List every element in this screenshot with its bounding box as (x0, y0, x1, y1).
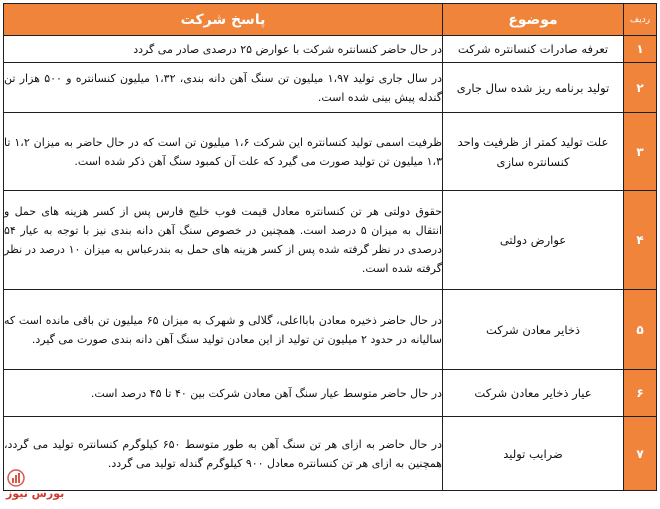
table-row (4, 36, 657, 63)
row-response: حقوق دولتی هر تن کنسانتره معادل قیمت فوب خلیج فارس پس از کسر هزینه های حمل و انتقال به میزان ۵ درصد است. همچنین در خصوص سنگ آهن دانه بندی نیز با توجه به عیار ۵۴ درصدی در نظر گرفته شده پس از کسر هزینه های حمل به بندرعباس به میزان ۱۰ درصد در نظر گرفته شده است. (4, 191, 443, 290)
row-response: در حال حاضر به ازای هر تن سنگ آهن به طور متوسط ۶۵۰ کیلوگرم کنسانتره تولید می گردد، همچنین به ازای هر تن کنسانتره معادل ۹۰۰ کیلوگرم گندله تولید می گردد. (4, 417, 443, 491)
row-index: ۱ (624, 36, 657, 63)
table-row (4, 370, 657, 417)
row-response: ظرفیت اسمی تولید کنسانتره این شرکت ۱،۶ میلیون تن است که در حال حاضر به میزان ۱،۲ تا ۱،۳ میلیون تن تولید صورت می گیرد که علت آن کمبود سنگ آهن ذکر شده است. (4, 113, 443, 191)
row-topic: علت تولید کمتر از ظرفیت واحد کنسانتره سازی (443, 113, 624, 191)
bourse-news-logo-icon (6, 468, 26, 488)
row-response: در حال حاضر ذخیره معادن بابااعلی، گلالی و شهرک به میزان ۶۵ میلیون تن باقی مانده است که سالیانه در حدود ۲ میلیون تن تولید از این معادن تولید سنگ آهن دانه بندی صورت می گیرد. (4, 290, 443, 370)
row-topic: تعرفه صادرات کنسانتره شرکت (443, 36, 624, 63)
row-index: ۷ (624, 417, 657, 491)
table-row (4, 113, 657, 191)
watermark (4, 468, 64, 504)
row-response: در حال حاضر متوسط عیار سنگ آهن معادن شرکت بین ۴۰ تا ۴۵ درصد است. (4, 370, 443, 417)
row-topic: عیار ذخایر معادن شرکت (443, 370, 624, 417)
header-response: پاسخ شرکت (4, 4, 443, 36)
watermark-text: بورس نیوز (6, 487, 65, 500)
table-row (4, 63, 657, 113)
row-index: ۵ (624, 290, 657, 370)
header-index: ردیف (624, 4, 657, 36)
row-response: در حال حاضر کنسانتره شرکت با عوارض ۲۵ درصدی صادر می گردد (4, 36, 443, 63)
table-header-row (4, 4, 657, 36)
header-topic: موضوع (443, 4, 624, 36)
company-qa-table (3, 3, 657, 491)
table-row (4, 417, 657, 491)
row-topic: ضرایب تولید (443, 417, 624, 491)
row-response: در سال جاری تولید ۱،۹۷ میلیون تن سنگ آهن دانه بندی، ۱،۳۲ میلیون کنسانتره و ۵۰۰ هزار تن گندله پیش بینی شده است. (4, 63, 443, 113)
row-index: ۴ (624, 191, 657, 290)
row-topic: ذخایر معادن شرکت (443, 290, 624, 370)
table-row (4, 191, 657, 290)
row-index: ۲ (624, 63, 657, 113)
row-topic: عوارض دولتی (443, 191, 624, 290)
row-topic: تولید برنامه ریز شده سال جاری (443, 63, 624, 113)
row-index: ۳ (624, 113, 657, 191)
table-row (4, 290, 657, 370)
row-index: ۶ (624, 370, 657, 417)
